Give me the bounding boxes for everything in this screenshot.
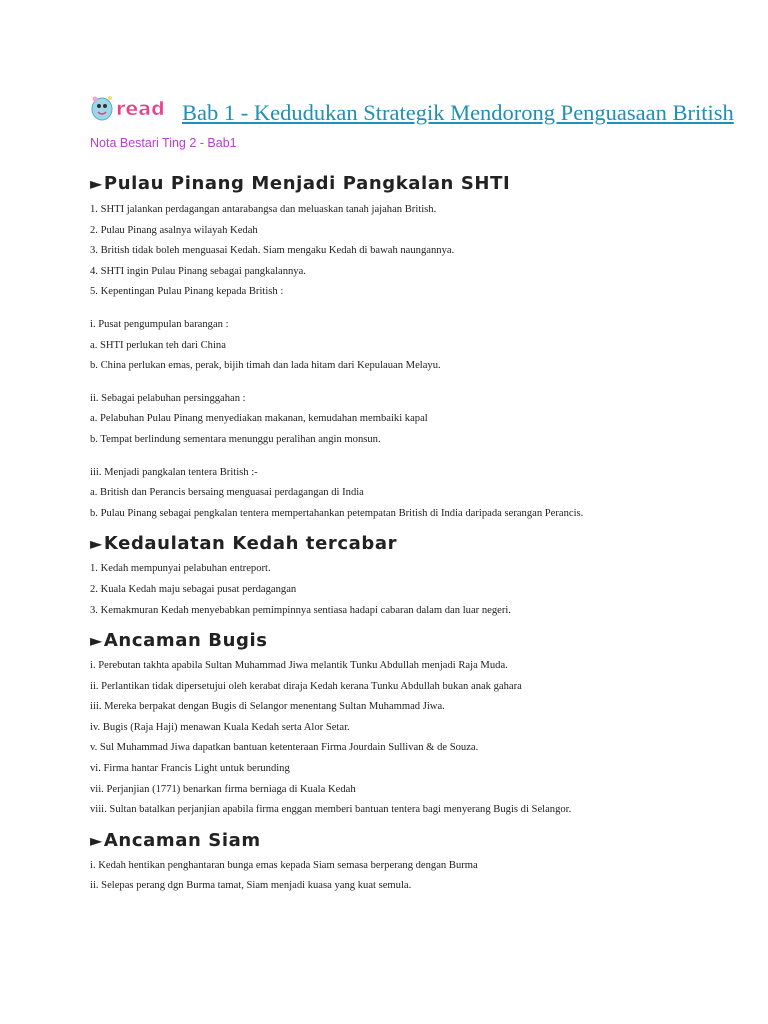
note-line: iv. Bugis (Raja Haji) menawan Kuala Kedah serta Alor Setar. xyxy=(90,721,350,733)
note-line: 2. Kuala Kedah maju sebagai pusat perdagangan xyxy=(90,583,297,595)
paragraph-gap xyxy=(90,377,750,389)
notes-body xyxy=(90,172,750,897)
section-heading xyxy=(90,532,750,556)
triangle-right-icon: ► xyxy=(90,174,103,193)
section-heading-text: Kedaulatan Kedah tercabar xyxy=(103,533,398,555)
note-line: a. British dan Perancis bersaing menguasai perdagangan di India xyxy=(90,487,364,499)
note-line: 2. Pulau Pinang asalnya wilayah Kedah xyxy=(90,224,258,236)
note-line: 5. Kepentingan Pulau Pinang kepada British : xyxy=(90,286,284,298)
section-heading xyxy=(90,829,750,853)
page-subtitle: Nota Bestari Ting 2 - Bab1 xyxy=(90,136,237,150)
note-line: a. Pelabuhan Pulau Pinang menyediakan makanan, kemudahan membaiki kapal xyxy=(90,413,428,425)
note-line: b. Tempat berlindung sementara menunggu peralihan angin monsun. xyxy=(90,433,381,445)
paragraph-gap xyxy=(90,303,750,315)
note-line: i. Kedah hentikan penghantaran bunga emas kepada Siam semasa berperang dengan Burma xyxy=(90,859,478,871)
note-line: ii. Selepas perang dgn Burma tamat, Siam menjadi kuasa yang kuat semula. xyxy=(90,880,412,892)
note-line: 1. SHTI jalankan perdagangan antarabangsa dan meluaskan tanah jajahan British. xyxy=(90,204,437,215)
note-line: vi. Firma hantar Francis Light untuk berunding xyxy=(90,763,290,775)
page-title-link[interactable]: Bab 1 - Kedudukan Strategik Mendorong Penguasaan British xyxy=(182,100,734,125)
note-line: b. Pulau Pinang sebagai pengkalan tentera mempertahankan petempatan British di India daripada serangan Perancis. xyxy=(90,507,584,519)
paragraph-gap xyxy=(90,451,750,463)
section-content xyxy=(90,656,750,821)
section-content xyxy=(90,559,750,621)
note-line: v. Sul Muhammad Jiwa dapatkan bantuan ketenteraan Firma Jourdain Sullivan & de Souza. xyxy=(90,742,479,754)
section-content xyxy=(90,200,750,524)
section-heading-text: Ancaman Bugis xyxy=(103,630,268,652)
note-line: iii. Menjadi pangkalan tentera British :- xyxy=(90,466,258,478)
note-line: ii. Perlantikan tidak dipersetujui oleh kerabat diraja Kedah kerana Tunku Abdullah bukan anak gahara xyxy=(90,680,522,692)
title-row xyxy=(90,92,750,127)
note-line: iii. Mereka berpakat dengan Bugis di Selangor menentang Sultan Muhammad Jiwa. xyxy=(90,701,445,713)
svg-text:read: read xyxy=(116,98,165,120)
section-heading-text: Pulau Pinang Menjadi Pangkalan SHTI xyxy=(103,173,511,194)
document-page xyxy=(90,92,750,897)
note-line: vii. Perjanjian (1771) benarkan firma berniaga di Kuala Kedah xyxy=(90,783,356,795)
note-line: viii. Sultan batalkan perjanjian apabila firma enggan memberi bantuan tentera bagi menyerang Bugis di Selangor. xyxy=(90,804,572,816)
section-heading xyxy=(90,172,750,196)
note-line: i. Perebutan takhta apabila Sultan Muhammad Jiwa melantik Tunku Abdullah menjadi Raja Muda. xyxy=(90,660,508,672)
read-sticker-icon xyxy=(90,94,178,122)
section-heading xyxy=(90,629,750,653)
note-line: b. China perlukan emas, perak, bijih timah dan lada hitam dari Kepulauan Melayu. xyxy=(90,360,441,372)
note-line: 4. SHTI ingin Pulau Pinang sebagai pangkalannya. xyxy=(90,265,306,277)
note-line: ii. Sebagai pelabuhan persinggahan : xyxy=(90,392,246,404)
note-line: a. SHTI perlukan teh dari China xyxy=(90,339,226,351)
note-line: 3. British tidak boleh menguasai Kedah. Siam mengaku Kedah di bawah naungannya. xyxy=(90,245,455,257)
section-heading-text: Ancaman Siam xyxy=(103,829,261,851)
triangle-right-icon: ► xyxy=(90,830,103,850)
section-content xyxy=(90,856,750,897)
triangle-right-icon: ► xyxy=(90,534,103,554)
note-line: 3. Kemakmuran Kedah menyebabkan pemimpinnya sentiasa hadapi cabaran dalam dan luar negeri. xyxy=(90,604,511,616)
triangle-right-icon: ► xyxy=(90,631,103,651)
note-line: i. Pusat pengumpulan barangan : xyxy=(90,318,229,330)
note-line: 1. Kedah mempunyai pelabuhan entreport. xyxy=(90,563,271,575)
